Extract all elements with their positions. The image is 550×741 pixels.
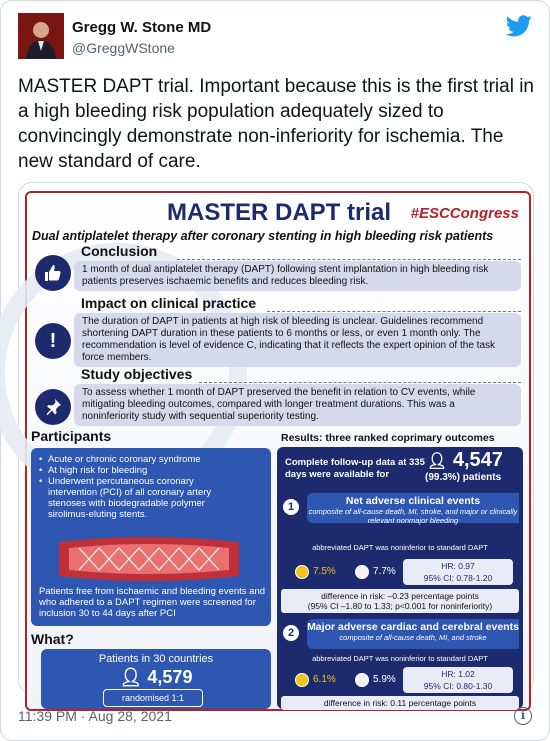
standard-value: 7.7%: [373, 566, 396, 577]
stented-artery-illustration: [59, 534, 239, 584]
exclamation-icon: !: [35, 323, 71, 359]
hazard-ratio-box: [403, 559, 513, 585]
info-icon[interactable]: i: [514, 707, 532, 725]
participants-list: [39, 454, 239, 520]
randomised-label: randomised 1:1: [103, 689, 203, 707]
twitter-bird-icon[interactable]: [506, 15, 532, 37]
participants-heading: Participants: [31, 428, 112, 444]
person-icon: 👤︎: [119, 667, 143, 687]
infographic-image[interactable]: [18, 182, 534, 708]
outcome-title: Net adverse clinical events: [345, 495, 481, 507]
author-handle[interactable]: @GreggWStone: [72, 40, 175, 56]
patient-count: [41, 667, 271, 688]
impact-text: The duration of DAPT in patients at high risk of bleeding is unclear. Guidelines recommend shortening DAPT duration in these patients to 6 months or less, or even 1 month only. The recommendation is level of evidence C, indicating that it reflects the expert opinion of the task force members.: [74, 313, 521, 367]
outcome-2-header: [307, 619, 519, 649]
pill-icon: [295, 673, 309, 687]
outcome-title: Major adverse cardiac and cerebral events: [307, 621, 519, 633]
risk-difference-text: difference in risk: 0.11 percentage points: [323, 698, 477, 708]
infographic-hashtag: #ESCCongress: [410, 205, 519, 222]
abbreviated-value: 7.5%: [313, 566, 336, 577]
followup-percentage: (99.3%) patients: [425, 472, 502, 483]
divider: [267, 311, 521, 312]
divider: [177, 259, 521, 260]
followup-count-value: 4,547: [452, 449, 503, 471]
tweet-text: MASTER DAPT trial. Important because this is the first trial in a high bleeding risk population adequately sized to convincingly demonstrate non-inferiority for ischemia. The new standard of care.: [18, 76, 534, 172]
infographic-subtitle: Dual antiplatelet therapy after coronary stenting in high bleeding risk patients: [32, 229, 494, 243]
objectives-text: To assess whether 1 month of DAPT preserved the benefit in relation to CV events, while mitigating bleeding outcomes, compared with longer treatment durations. This was a noninferiority study with sequential superiority testing.: [74, 384, 521, 426]
hazard-ratio: HR: 0.97: [441, 561, 475, 571]
results-panel: [277, 447, 523, 709]
risk-difference: [281, 589, 519, 613]
followup-text: Complete follow-up data at 335 days were available for: [285, 457, 425, 480]
risk-difference: [281, 696, 519, 710]
participants-footer: Patients free from ischaemic and bleeding events and who adhered to a DAPT regimen were screened for inclusion 30 to 44 days after PCI: [39, 586, 266, 619]
abbreviated-value: 6.1%: [313, 674, 336, 685]
hazard-ratio-box: [403, 667, 513, 693]
pill-icon: [355, 565, 369, 579]
objectives-heading: Study objectives: [81, 366, 193, 382]
confidence-interval: 95% CI: 0.78-1.20: [423, 573, 493, 583]
hazard-ratio: HR: 1.02: [441, 669, 475, 679]
avatar[interactable]: [18, 13, 64, 59]
outcome-number: 1: [283, 499, 299, 515]
outcome-1-header: [307, 493, 519, 523]
tweet-header: [18, 13, 532, 61]
divider: [199, 382, 521, 383]
what-panel: [41, 649, 271, 709]
pill-icon: [295, 565, 309, 579]
outcome-subtitle: composite of all-cause death, MI, stroke, and major or clinically relevant nonmajor bleeding: [308, 507, 518, 525]
person-icon: 👤︎: [427, 453, 448, 470]
countries-text: Patients in 30 countries: [98, 653, 214, 665]
outcome-note: abbreviated DAPT was noninferior to standard DAPT: [312, 543, 488, 552]
what-heading: What?: [31, 631, 74, 647]
standard-value: 5.9%: [373, 674, 396, 685]
outcome-subtitle: composite of all-cause death, MI, and stroke: [339, 633, 487, 642]
thumbs-up-icon: [35, 255, 71, 291]
conclusion-text: 1 month of dual antiplatelet therapy (DAPT) following stent implantation in high bleeding risk patients preserves ischaemic benefits and reduces bleeding risk.: [74, 261, 521, 291]
participants-panel: [31, 448, 271, 626]
outcome-note: abbreviated DAPT was noninferior to standard DAPT: [312, 654, 488, 663]
patient-count-value: 4,579: [147, 667, 193, 687]
risk-difference-ci: (95% CI –1.80 to 1.33; p<0.001 for noninferiority): [307, 601, 493, 611]
list-item: • Underwent percutaneous coronary intervention (PCI) of all coronary artery stenoses with biodegradable polymer sirolimus-eluting stents.: [39, 476, 239, 520]
risk-difference-text: difference in risk: –0.23 percentage points: [321, 591, 479, 601]
author-name[interactable]: Gregg W. Stone MD: [72, 19, 212, 36]
list-item: • At high risk for bleeding: [39, 465, 239, 476]
tweet-timestamp[interactable]: 11:39 PM · Aug 28, 2021: [18, 708, 172, 724]
list-item: • Acute or chronic coronary syndrome: [39, 454, 239, 465]
infographic-frame: [25, 191, 531, 711]
pill-icon: [355, 673, 369, 687]
confidence-interval: 95% CI: 0.80-1.30: [423, 681, 493, 691]
infographic-title: MASTER DAPT trial: [167, 199, 392, 226]
results-heading: Results: three ranked coprimary outcomes: [281, 432, 495, 444]
followup-count: [427, 449, 503, 472]
conclusion-heading: Conclusion: [81, 243, 158, 259]
impact-heading: Impact on clinical practice: [81, 295, 257, 311]
pin-icon: [35, 389, 71, 425]
outcome-number: 2: [283, 625, 299, 641]
